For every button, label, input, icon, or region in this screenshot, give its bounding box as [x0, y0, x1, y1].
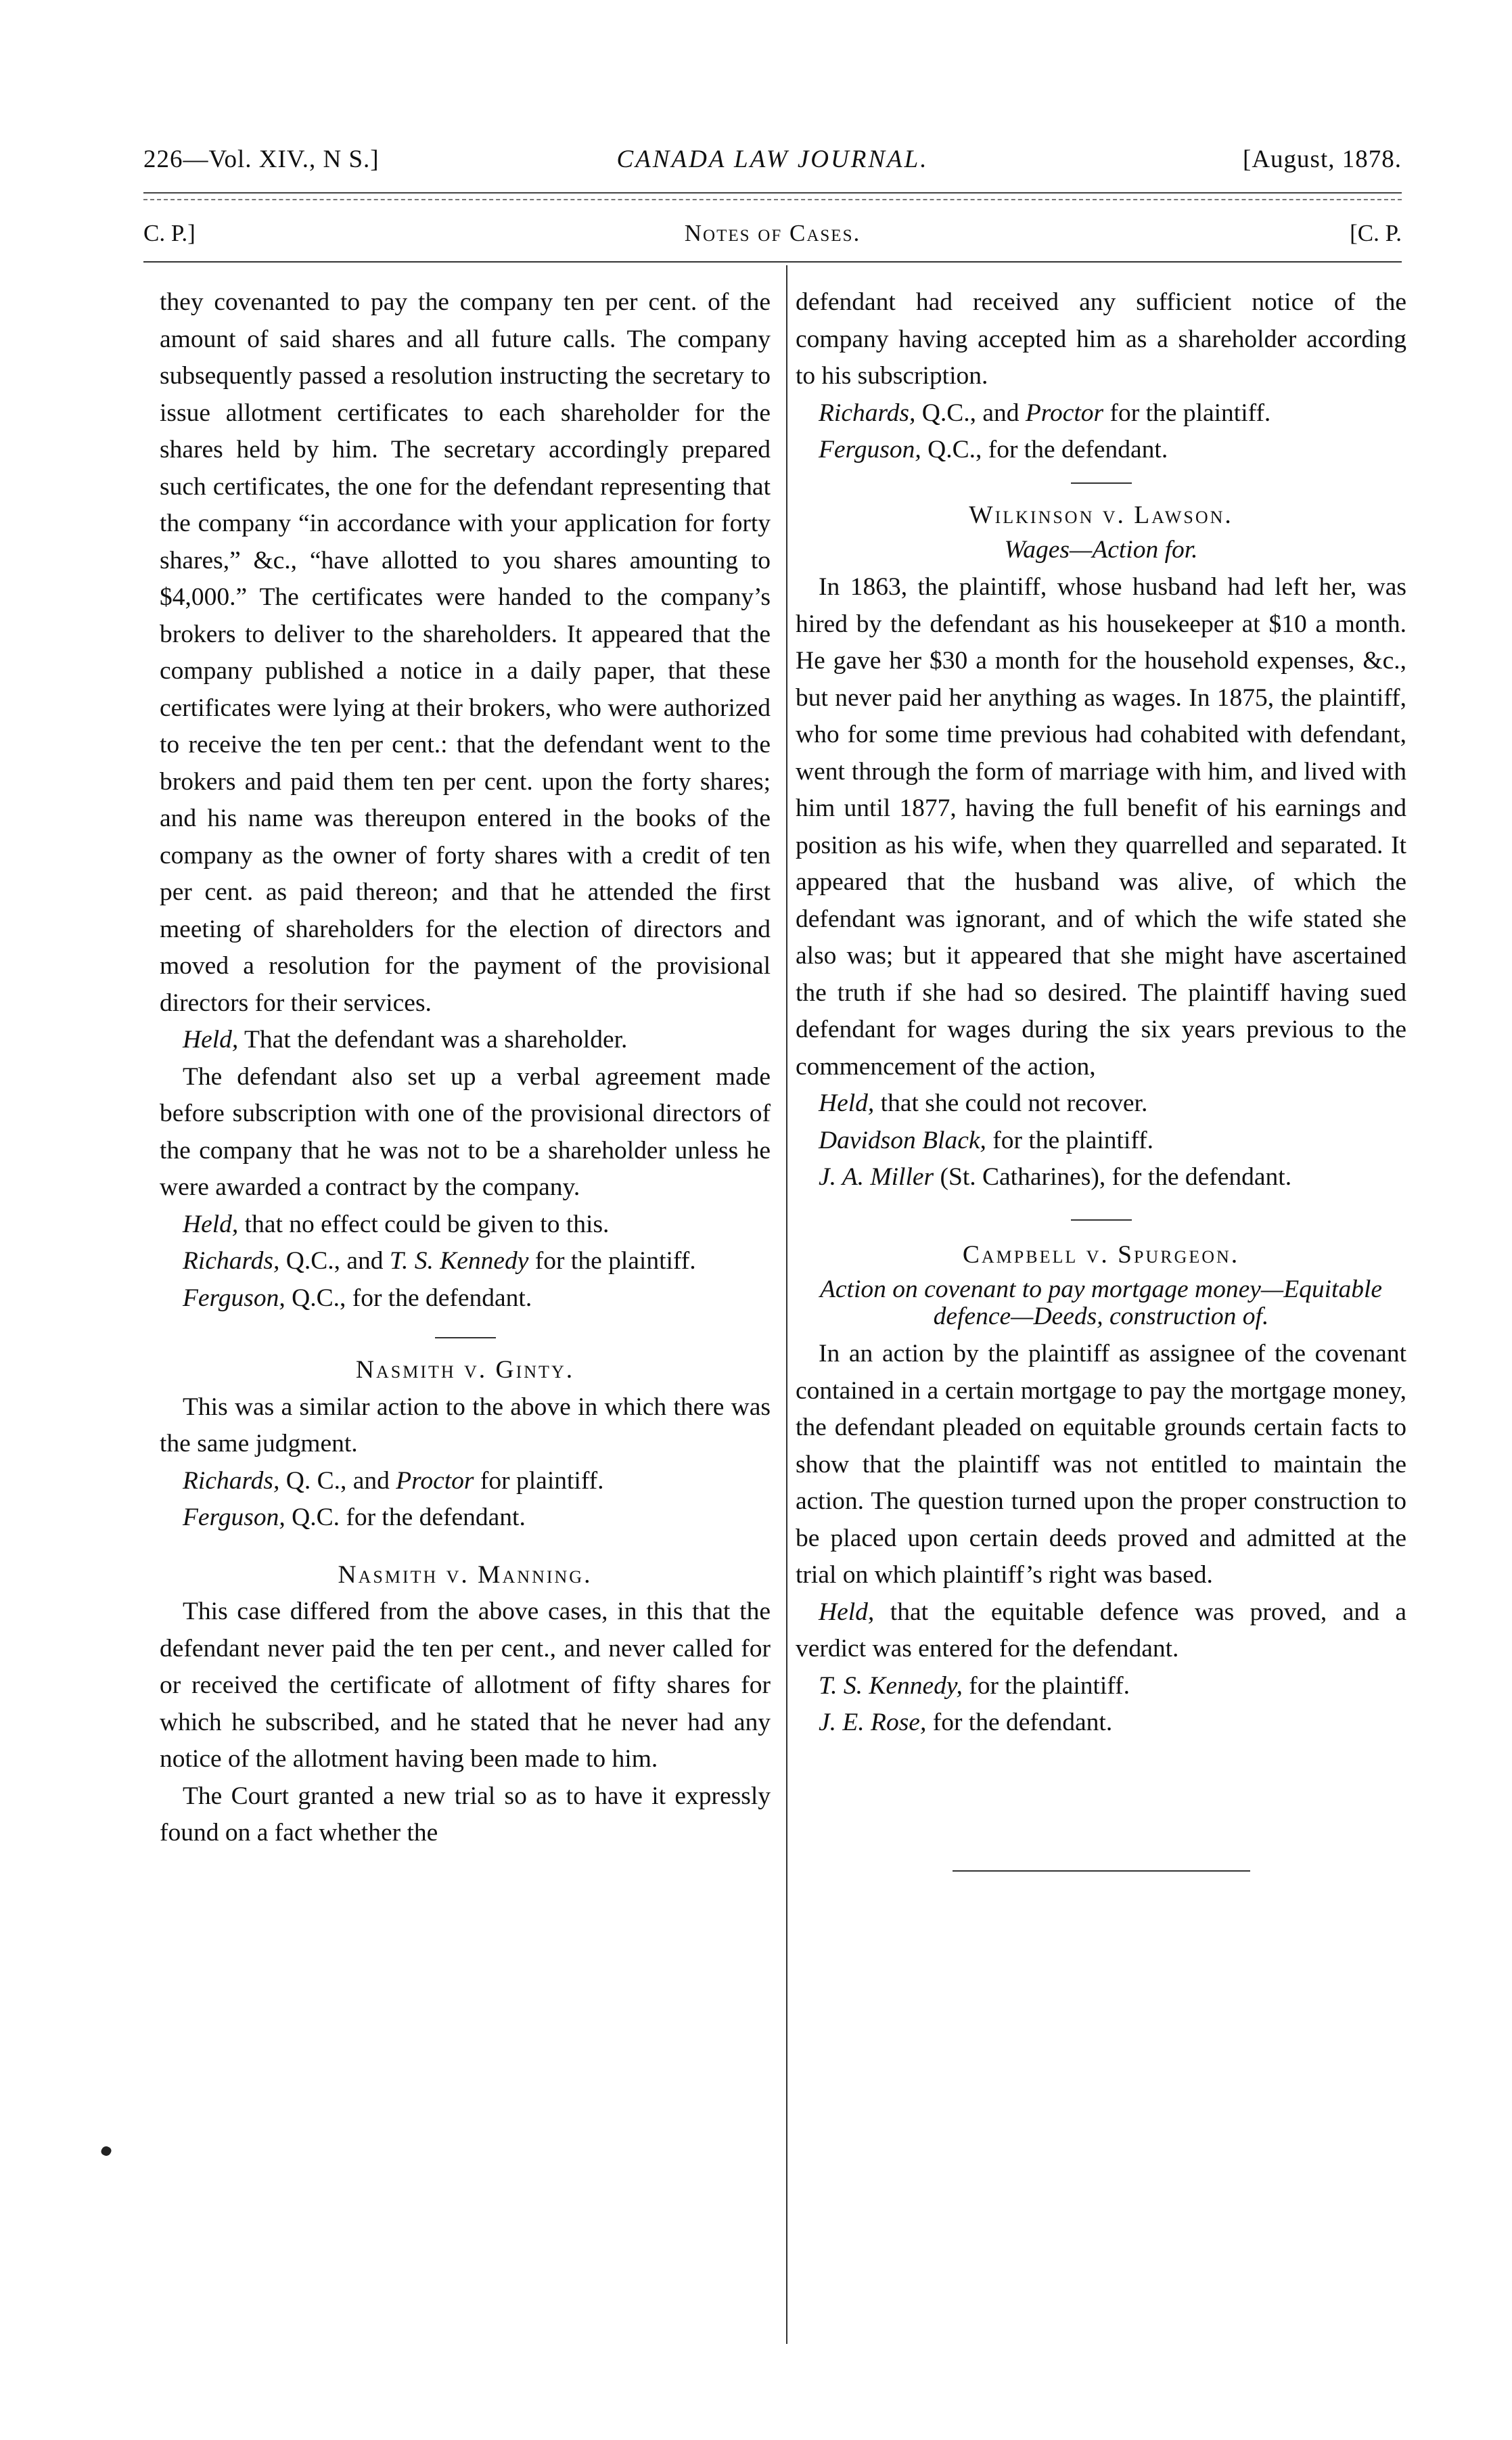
counsel-line [160, 1499, 771, 1537]
counsel-name: Proctor [396, 1466, 474, 1495]
counsel-name: J. E. Rose, [819, 1709, 927, 1736]
held-label: Held, [183, 1210, 239, 1238]
counsel-text: Q.C., for the defendant. [285, 1284, 532, 1312]
held-paragraph [796, 1085, 1406, 1123]
counsel-text: Q.C. for the defendant. [285, 1504, 526, 1531]
counsel-name: Richards, [819, 399, 916, 427]
counsel-text: for the defendant. [926, 1709, 1113, 1736]
ink-blot-mark [99, 2144, 112, 2157]
held-text: that no effect could be given to this. [238, 1210, 610, 1238]
paragraph: In an action by the plaintiff as assignee of the covenant contained in a certain mortgage to pay the mortgage money, the defendant pleaded on equitable grounds certain facts to show that the plaintiff was not entitled to maintain the action. The question turned upon the proper construction to be placed upon certain deeds proved and admitted at the trial on which plaintiff’s right was based. [796, 1340, 1406, 1589]
paragraph: In 1863, the plaintiff, whose husband had left her, was hired by the defendant as his housekeeper at $10 a month. He gave her $30 a month for the household expenses, &c., but never paid her anything as wages. In 1875, the plaintiff, who for some time previous had cohabited with defendant, went through the form of marriage with him, and lived with him until 1877, having the full benefit of his earnings and position as his wife, when they quarrelled and separated. It appeared that the husband was alive, of which the defendant was ignorant, and of which the wife stated she also was; but it appeared that she might have ascertained the truth if she had so desired. The plaintiff having sued defendant for wages during the six years previous to the commencement of the action, [796, 573, 1406, 1081]
held-text: that the equitable defence was proved, and a verdict was entered for the defendant. [796, 1598, 1406, 1663]
held-label: Held, [819, 1089, 875, 1117]
header-rule [143, 261, 1402, 263]
counsel-name: T. S. Kennedy, [819, 1671, 963, 1700]
counsel-text: Q.C., for the defendant. [921, 436, 1168, 464]
counsel-text: for the plaintiff. [962, 1671, 1130, 1700]
held-paragraph [160, 1022, 771, 1059]
paragraph: The Court granted a new trial so as to have it expressly found on a fact whether the [160, 1782, 771, 1847]
paragraph: This was a similar action to the above in which there was the same judgment. [160, 1393, 771, 1458]
held-text: That the defendant was a shareholder. [238, 1026, 628, 1054]
held-label: Held, [183, 1026, 239, 1054]
counsel-name: Ferguson, [183, 1504, 285, 1531]
counsel-line [160, 1463, 771, 1500]
counsel-text: Q. C., and [279, 1466, 396, 1495]
running-head [143, 145, 1402, 185]
counsel-line [160, 1243, 771, 1280]
held-paragraph [796, 1594, 1406, 1668]
counsel-name: Ferguson, [183, 1284, 285, 1312]
paragraph: they covenanted to pay the company ten per cent. of the amount of said shares and all future calls. The company subsequently passed a resolution instructing the secretary to issue allotment certificates to each shareholder for the shares held by him. The secretary accordingly prepared such certificates, the one for the defendant representing that the company “in accordance with your application for forty shares,” &c., “have allotted to you shares amounting to $4,000.” The certificates were handed to the company’s brokers to deliver to the shareholders. It appeared that the company published a notice in a daily paper, that these certificates were lying at their brokers, who were authorized to receive the ten per cent.: that the defendant went to the brokers and paid them ten per cent. upon the forty shares; and his name was thereupon entered in the books of the company as the owner of forty shares with a credit of ten per cent. as paid thereon; and that he attended the first meeting of shareholders for the election of directors and moved a resolution for the payment of the provisional directors for their services. [160, 288, 771, 1017]
running-head-date: [August, 1878. [1243, 145, 1402, 173]
counsel-name: Richards, [183, 1247, 280, 1275]
counsel-name: J. A. Miller [819, 1163, 934, 1191]
counsel-text: (St. Catharines), for the defendant. [934, 1163, 1292, 1191]
held-paragraph [160, 1206, 771, 1244]
section-head-court-right: [C. P. [1350, 220, 1402, 246]
right-column [796, 284, 1406, 1872]
end-of-section-rule [953, 1870, 1250, 1872]
counsel-text: for the plaintiff. [528, 1247, 696, 1275]
held-label: Held, [819, 1598, 875, 1626]
header-double-rule [143, 192, 1402, 200]
counsel-name: T. S. Kennedy [389, 1247, 529, 1275]
paragraph: This case differed from the above cases, in this that the defendant never paid the ten per cent., and never called for or received the certificate of allotment of fifty shares for which he subscribed, and he stated that he never had any notice of the allotment having been made to him. [160, 1598, 771, 1773]
section-head [143, 220, 1402, 254]
counsel-name: Richards, [183, 1466, 280, 1495]
case-subtitle: Wages—Action for. [1004, 536, 1198, 564]
case-title: Nasmith v. Ginty. [355, 1356, 575, 1384]
case-subtitle: Action on covenant to pay mortgage money—Equitable defence—Deeds, construction of. [819, 1275, 1383, 1330]
counsel-text: for the plaintiff. [986, 1126, 1154, 1154]
section-head-title: Notes of Cases. [684, 220, 861, 246]
running-head-volume: 226—Vol. XIV., N S.] [143, 145, 380, 173]
counsel-name: Ferguson, [819, 436, 921, 464]
paragraph: defendant had received any sufficient notice of the company having accepted him as a shareholder according to his subscription. [796, 288, 1406, 390]
counsel-line [796, 1704, 1406, 1742]
counsel-name: Proctor [1025, 399, 1104, 427]
counsel-line [796, 1668, 1406, 1705]
counsel-line [796, 395, 1406, 432]
paragraph: The defendant also set up a verbal agreement made before subscription with one of the provisional directors of the company that he was not to be a shareholder unless he were awarded a contract by the company. [160, 1062, 771, 1201]
column-divider [786, 265, 787, 2344]
running-head-journal-title: CANADA LAW JOURNAL. [616, 145, 929, 173]
counsel-text: Q.C., and [279, 1247, 390, 1275]
section-head-court-left: C. P.] [143, 220, 196, 246]
case-title: Nasmith v. Manning. [338, 1560, 593, 1589]
counsel-name: Davidson Black, [819, 1126, 986, 1154]
held-text: that she could not recover. [874, 1089, 1148, 1117]
counsel-text: Q.C., and [915, 399, 1026, 427]
case-title: Wilkinson v. Lawson. [969, 501, 1233, 529]
counsel-line [160, 1280, 771, 1317]
counsel-line [796, 432, 1406, 469]
case-title: Campbell v. Spurgeon. [962, 1240, 1240, 1269]
counsel-text: for plaintiff. [474, 1466, 604, 1495]
counsel-text: for the plaintiff. [1103, 399, 1271, 427]
left-column [160, 284, 771, 1852]
counsel-line [796, 1123, 1406, 1160]
counsel-line [796, 1159, 1406, 1196]
